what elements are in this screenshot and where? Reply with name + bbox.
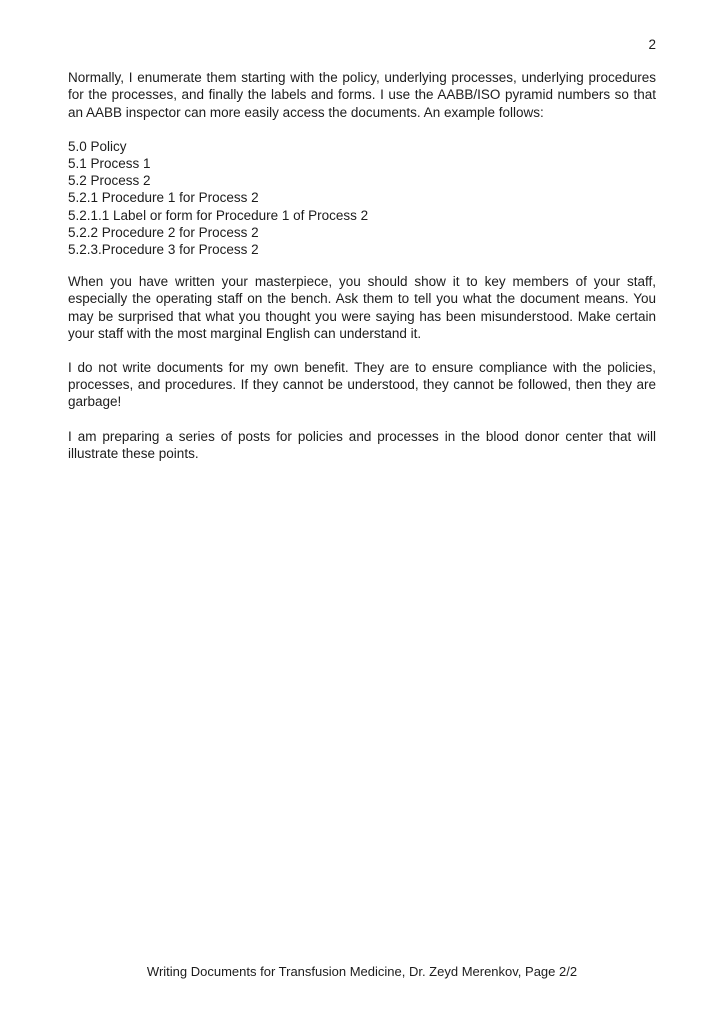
page-number: 2: [648, 37, 656, 52]
list-item: 5.2.1.1 Label or form for Procedure 1 of Process 2: [68, 207, 369, 223]
list-item: 5.2 Process 2: [68, 173, 151, 189]
list-item: 5.0 Policy: [68, 138, 127, 154]
paragraph-compliance-purpose: I do not write documents for my own benefit. They are to ensure compliance with the policies, processes, and procedures. If they cannot be understood, they cannot be followed, then they are garbage!: [68, 360, 656, 410]
page-content: [68, 36, 656, 479]
list-item: 5.2.1 Procedure 1 for Process 2: [68, 190, 259, 206]
list-item: 5.1 Process 1: [68, 156, 151, 172]
footer-line: Writing Documents for Transfusion Medicine, Dr. Zeyd Merenkov, Page 2/2: [146, 964, 578, 979]
paragraph-closing: I am preparing a series of posts for policies and processes in the blood donor center that will illustrate these points.: [68, 428, 656, 461]
list-item: 5.2.3.Procedure 3 for Process 2: [68, 242, 259, 258]
paragraph-enumeration-intro: Normally, I enumerate them starting with the policy, underlying processes, underlying procedures for the processes, and finally the labels and forms. I use the AABB/ISO pyramid numbers so that an AABB inspector can more easily access the documents. An example follows:: [68, 70, 656, 120]
pyramid-numbering-list: [68, 138, 656, 258]
paragraph-staff-review: When you have written your masterpiece, you should show it to key members of your staff, especially the operating staff on the bench. Ask them to tell you what the document means. You may be surprised that what you thought you were saying has been misunderstood. Make certain your staff with the most marginal English can understand it.: [68, 274, 656, 341]
list-item: 5.2.2 Procedure 2 for Process 2: [68, 224, 259, 240]
